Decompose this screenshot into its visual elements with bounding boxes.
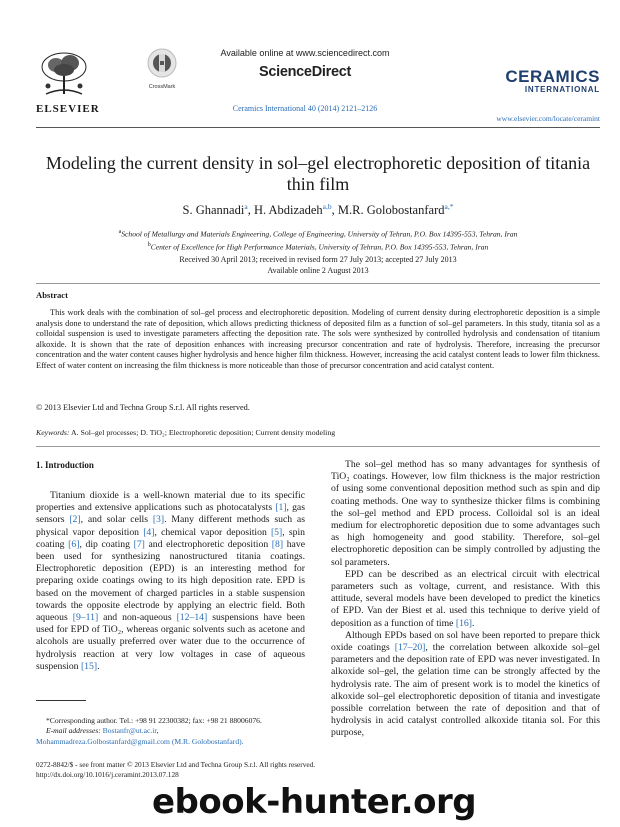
left-column	[36, 490, 305, 673]
available-date: Available online 2 August 2013	[267, 265, 369, 275]
corresponding-author-note: *Corresponding author. Tel.: +98 91 22300382; fax: +98 21 88006076.	[46, 716, 262, 725]
citation-link[interactable]: [3]	[152, 514, 165, 526]
citation-link[interactable]: [6]	[68, 538, 80, 550]
citation-link[interactable]: [17–20]	[394, 642, 426, 654]
intro-paragraph-3: EPD can be described as an electrical circuit with electrical parameters such as voltage, current, and resistance. With this attitude, several models have been developed to predict the kinetics of EPD. Van der Biest et al. used this technique to derive yield of deposition as a function of time [16].	[331, 568, 600, 629]
author-name: M.R. Golobostanfard	[337, 203, 445, 218]
crossmark-badge[interactable]	[144, 48, 180, 90]
author-affil-link[interactable]: a	[244, 202, 248, 211]
email-line: E-mail addresses: Bostanfr@ut.ac.ir,	[46, 726, 159, 736]
author-list: S. Ghannadi$^a$, H. Abdizadeh$^{a,b}$, M.R. Golobostanfard$^{a,*}$	[182, 202, 454, 218]
email-line-2	[36, 737, 305, 747]
email-link[interactable]: Mohammadreza.Golbostanfard@gmail.com	[36, 736, 170, 746]
abstract-heading: Abstract	[36, 290, 68, 300]
affiliation-item	[36, 240, 600, 253]
keywords	[36, 428, 335, 437]
author-affil-link[interactable]: a,*	[444, 202, 454, 211]
journal-name-line2: INTERNATIONAL	[524, 85, 600, 94]
header-divider	[36, 127, 600, 128]
intro-paragraph-1: Titanium dioxide is a well-known material due to its specific properties and extensive applications such as photocatalysts [1], gas sensors [2], and solar cells [3]. Many different methods such as physical vapor deposition [4], chemical vapor deposition [5], spin coating [6], dip coating [7] and electrophoretic deposition [8] have been used for synthesizing nanostructured titania coatings. Electrophoretic deposition (EPD) is an interesting method for preparing oxide coatings owing to its high deposition rate. EPD is based on the movement of charged particles in a stable suspension towards the opposite electrode by applying an electric field. Both aqueous [9–11] and non-aqueous [12–14] suspensions have been used for EPD of TiO₂, whereas organic solvents such as acetone and alcohols are usually preferred over water due to the occurrence of hydrolysis reaction at very low voltages in case of aqueous suspension [15].	[36, 490, 306, 672]
citation-link[interactable]: [1]	[275, 502, 287, 514]
citation-link[interactable]: [5]	[270, 526, 283, 538]
available-online-line[interactable]: Available online at www.sciencedirect.com	[220, 48, 390, 58]
affiliation-marker: a	[118, 229, 122, 235]
affiliations	[36, 227, 600, 253]
publisher-name: ELSEVIER	[36, 103, 100, 115]
journal-logo	[470, 68, 600, 94]
citation-link[interactable]: [7]	[133, 538, 145, 550]
email-link[interactable]: Bostanfr@ut.ac.ir	[102, 726, 157, 736]
abstract-divider-bottom	[36, 446, 600, 447]
crossmark-label: CrossMark	[148, 84, 176, 90]
abstract-copyright: © 2013 Elsevier Ltd and Techna Group S.r.l. All rights reserved.	[36, 403, 250, 412]
doi-link[interactable]: http://dx.doi.org/10.1016/j.ceramint.2013.07.128	[36, 769, 179, 779]
footnote	[36, 716, 305, 747]
right-column	[331, 459, 600, 740]
affiliation-text: School of Metallurgy and Materials Engineering, College of Engineering, University of Tehran, P.O. Box 14395-553, Tehran, Iran	[121, 229, 518, 239]
abstract-text: This work deals with the combination of sol–gel process and electrophoretic deposition. Modeling of current density during electrophoretic deposition is a simple analysis done to understand the rate of deposition, which allows predicting thickness of deposited film as a function of sol–gel parameters. In this study, titania sol as a colloidal suspension is used to investigate parameters affecting the deposition rate. The sols were synthesized by controlled hydrolysis and condensation of titanium alkoxide. It is shown that the rate of deposition enhances with increasing precursor concentration and rate of hydrolysis. Therefore, increasing the precursor concentration and the water content causes higher hydrolysis and hence higher film thickness. However, increasing the acid catalyst content leads to lower film thickness. Effect of water content on increasing the film thickness is more noticeable than those of precursor concentration and acid catalyst content.	[36, 308, 600, 370]
issn-line: 0272-8842/$ - see front matter © 2013 Elsevier Ltd and Techna Group S.r.l. All rights reserved.	[36, 760, 316, 769]
section-heading: 1. Introduction	[36, 460, 94, 470]
citation-link[interactable]: [8]	[271, 538, 284, 550]
email-owner: (M.R. Golobostanfard).	[171, 736, 244, 746]
affiliation-marker: b	[147, 242, 151, 249]
crossmark-icon	[147, 48, 177, 78]
citation-link[interactable]: [15]	[80, 660, 98, 672]
footnote-rule	[36, 700, 86, 701]
email-label: E-mail addresses:	[46, 726, 101, 736]
citation-link[interactable]: [2]	[69, 514, 81, 526]
journal-url-link[interactable]: www.elsevier.com/locate/ceramint	[496, 114, 600, 123]
watermark: ebook-hunter.org	[152, 782, 477, 822]
citation-link[interactable]: [4]	[143, 526, 155, 538]
citation-link[interactable]: [9–11]	[72, 612, 99, 624]
citation-link[interactable]: [16]	[455, 617, 472, 629]
publisher-logo	[36, 50, 100, 115]
received-dates: Received 30 April 2013; received in revised form 27 July 2013; accepted 27 July 2013	[179, 255, 457, 264]
journal-citation[interactable]: Ceramics International 40 (2014) 2121–2126	[232, 104, 378, 113]
article-dates	[36, 255, 600, 276]
affiliation-text: Center of Excellence for High Performance Materials, University of Tehran, P.O. Box 14395-553, Tehran, Iran	[150, 242, 489, 252]
author-name: H. Abdizadeh	[253, 203, 323, 218]
intro-paragraph-4: Although EPDs based on sol have been reported to prepare thick oxide coatings [17–20], the correlation between alkoxide sol–gel parameters and the deposition rate of EPD was never investigated. In alkoxide sol–gel, the gelation time can be strongly affected by the hydrolysis rate. The aim of present work is to model the kinetics of alkoxide sol–gel electrophoretic deposition of titania and investigate possible correlation between the rate of deposition and that of hydrolysis in acid catalyst controlled alkoxide titania sol. For this purpose,	[331, 629, 600, 739]
author-affil-link[interactable]: a,b	[322, 202, 332, 211]
citation-link[interactable]: [12–14]	[176, 612, 208, 624]
elsevier-tree-icon	[36, 50, 92, 96]
keywords-text: A. Sol–gel processes; D. TiO₂; Electrophoretic deposition; Current density modeling	[71, 428, 336, 437]
sciencedirect-logo: ScienceDirect	[258, 64, 351, 80]
article-title: Modeling the current density in sol–gel electrophoretic deposition of titania thin film	[45, 153, 591, 194]
abstract-divider-top	[36, 283, 600, 284]
intro-paragraph-2: The sol–gel method has so many advantages for synthesis of TiO₂ coatings. However, low film thickness is the major restriction of using some conventional deposition method such as spin and dip coating methods. One way to synthesize thicker films is combining the sol–gel method and EPD process. Colloidal sol is an ideal medium for electrophoretic deposition due to some advantages such as high homogeneity and good stability. Therefore, sol–gel electrophoretic deposition can be simply controlled by adjusting the sol parameters.	[331, 459, 600, 568]
front-matter-info	[36, 760, 366, 779]
journal-name-line1: CERAMICS	[505, 67, 600, 86]
keywords-label: Keywords:	[36, 428, 70, 437]
affiliation-item	[36, 227, 600, 240]
author-name: S. Ghannadi	[182, 203, 245, 218]
